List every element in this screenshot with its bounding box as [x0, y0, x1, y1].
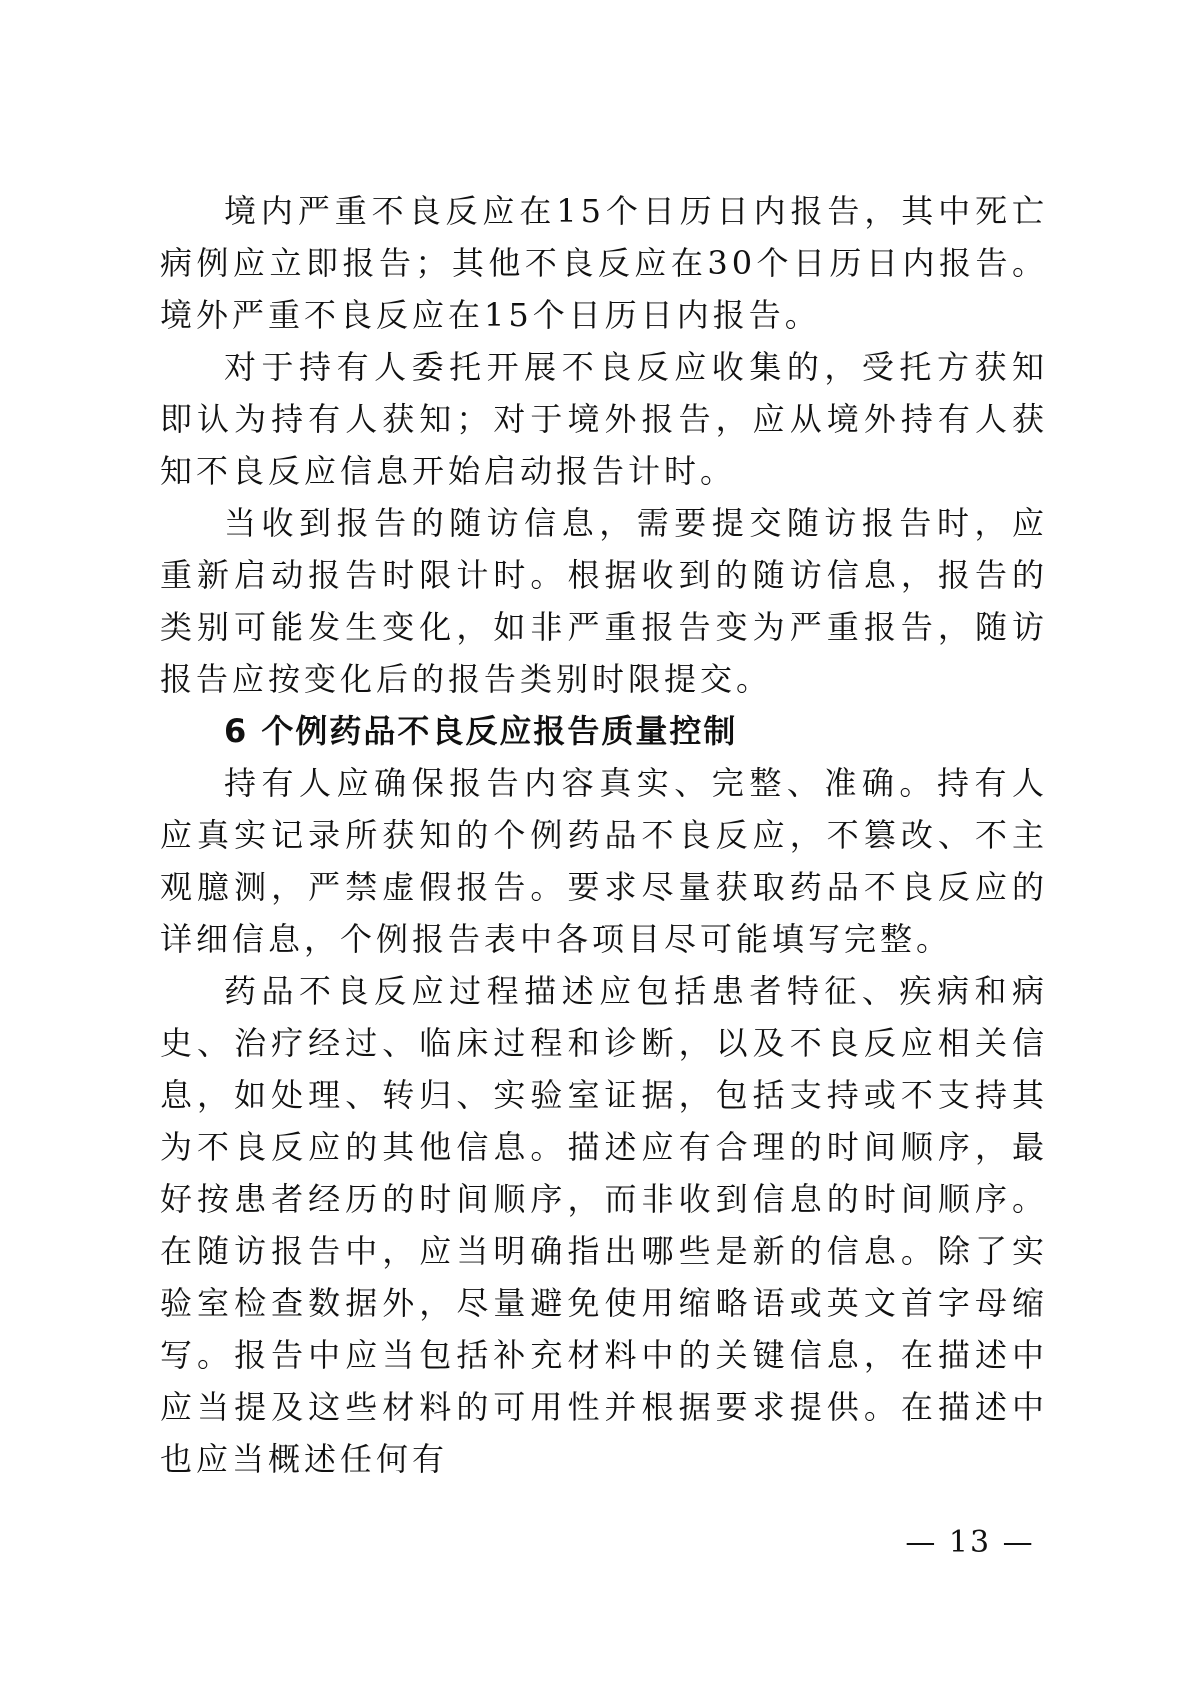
paragraph-follow-up-reports: 当收到报告的随访信息，需要提交随访报告时，应重新启动报告时限计时。根据收到的随访信息，报告的类别可能发生变化，如非严重报告变为严重报告，随访报告应按变化后的报告类别时限提交。 [160, 504, 1048, 698]
document-body [160, 185, 1048, 1485]
paragraph-report-accuracy: 持有人应确保报告内容真实、完整、准确。持有人应真实记录所获知的个例药品不良反应，不篡改、不主观臆测，严禁虚假报告。要求尽量获取药品不良反应的详细信息，个例报告表中各项目尽可能填写完整。 [160, 764, 1048, 958]
paragraph-serious-reaction-deadlines: 境内严重不良反应在15个日历日内报告，其中死亡病例应立即报告；其他不良反应在30个日历日内报告。境外严重不良反应在15个日历日内报告。 [160, 192, 1048, 334]
paragraph-entrusted-collection: 对于持有人委托开展不良反应收集的，受托方获知即认为持有人获知；对于境外报告，应从境外持有人获知不良反应信息开始启动报告计时。 [160, 348, 1048, 490]
section-heading-quality-control: 6 个例药品不良反应报告质量控制 [224, 712, 738, 750]
page-number: — 13 — [905, 1525, 1035, 1560]
paragraph-reaction-description: 药品不良反应过程描述应包括患者特征、疾病和病史、治疗经过、临床过程和诊断，以及不良反应相关信息，如处理、转归、实验室证据，包括支持或不支持其为不良反应的其他信息。描述应有合理的时间顺序，最好按患者经历的时间顺序，而非收到信息的时间顺序。在随访报告中，应当明确指出哪些是新的信息。除了实验室检查数据外，尽量避免使用缩略语或英文首字母缩写。报告中应当包括补充材料中的关键信息，在描述中应当提及这些材料的可用性并根据要求提供。在描述中也应当概述任何有 [160, 972, 1048, 1478]
